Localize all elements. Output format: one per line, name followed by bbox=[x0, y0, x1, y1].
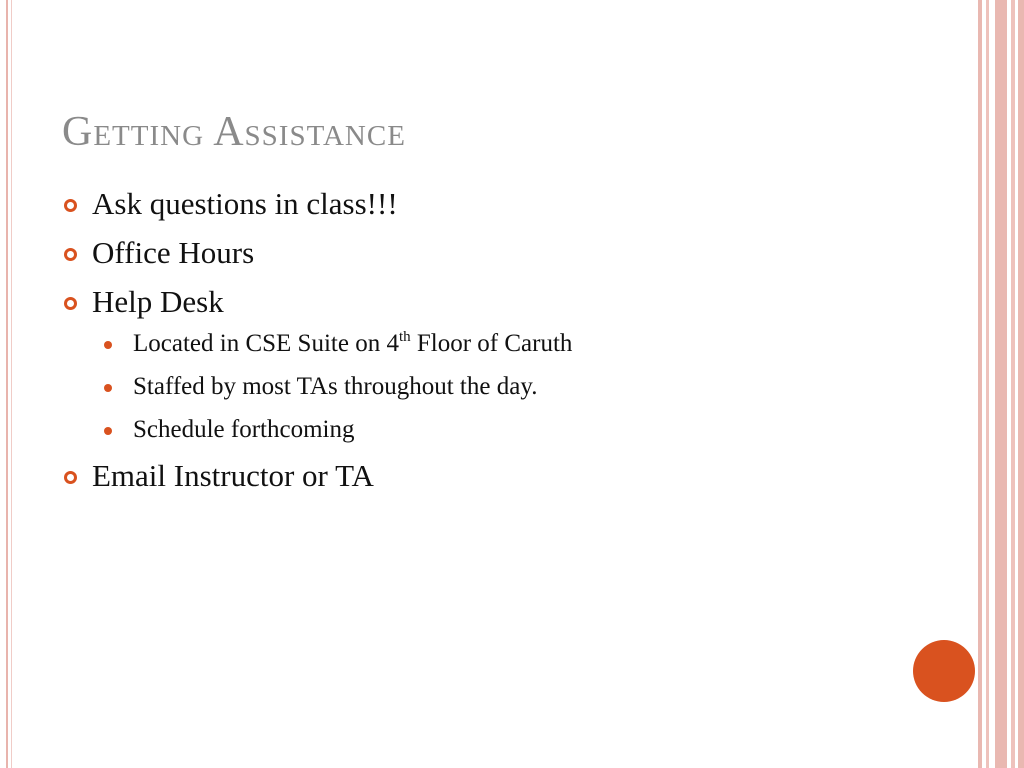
left-border-line bbox=[6, 0, 8, 768]
sub-bullet-text-end: Floor of Caruth bbox=[410, 330, 573, 357]
bullet-text: Ask questions in class!!! bbox=[92, 186, 398, 221]
sub-bullet-group bbox=[62, 329, 902, 445]
sub-bullet-item bbox=[104, 329, 902, 359]
sub-bullet-text-start: Located in CSE Suite on 4 bbox=[133, 330, 399, 357]
bullet-text: Help Desk bbox=[92, 284, 224, 319]
bullet-item bbox=[62, 284, 902, 320]
ordinal-suffix: th bbox=[398, 329, 411, 345]
sub-bullet-item bbox=[104, 415, 902, 445]
sub-bullet-list bbox=[62, 329, 902, 445]
bullet-item bbox=[62, 186, 902, 222]
ring-bullet-icon bbox=[64, 471, 77, 484]
dot-bullet-icon bbox=[104, 384, 112, 392]
bullet-item bbox=[62, 458, 902, 494]
bullet-text: Office Hours bbox=[92, 235, 255, 270]
ring-bullet-icon bbox=[64, 199, 77, 212]
sub-bullet-text: Staffed by most TAs throughout the day. bbox=[133, 373, 538, 400]
dot-bullet-icon bbox=[104, 427, 112, 435]
dot-bullet-icon bbox=[104, 341, 112, 349]
sub-bullet-text: Schedule forthcoming bbox=[133, 416, 355, 443]
stripe bbox=[1018, 0, 1024, 768]
ring-bullet-icon bbox=[64, 248, 77, 261]
sub-bullet-item bbox=[104, 372, 902, 402]
ring-bullet-icon bbox=[64, 297, 77, 310]
left-border-line-inner bbox=[11, 0, 12, 768]
stripe bbox=[995, 0, 1007, 768]
orange-circle-decoration bbox=[913, 640, 975, 702]
right-stripe-decoration bbox=[978, 0, 1024, 768]
slide-title: Getting Assistance bbox=[62, 109, 406, 155]
bullet-text: Email Instructor or TA bbox=[92, 458, 374, 493]
bullet-list bbox=[62, 186, 902, 507]
bullet-item bbox=[62, 235, 902, 271]
